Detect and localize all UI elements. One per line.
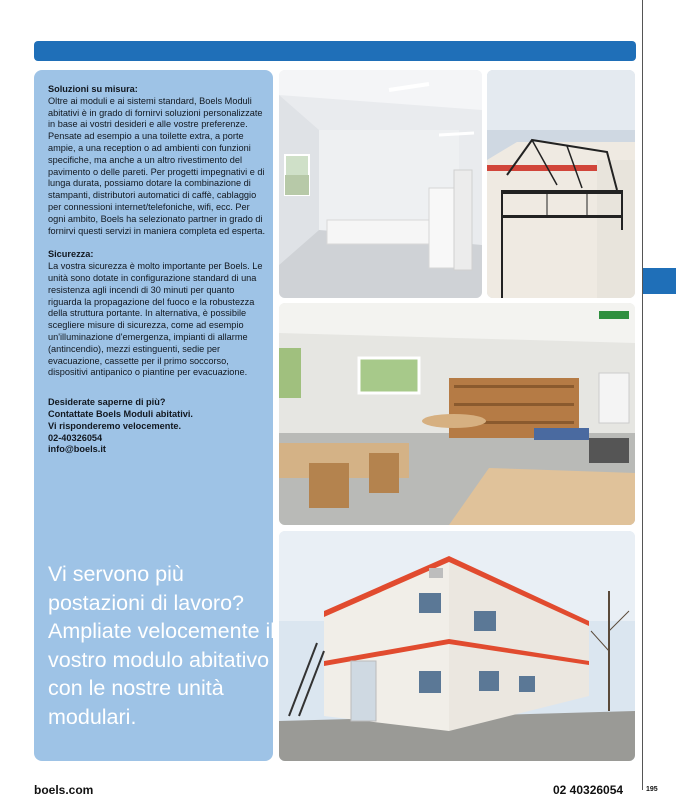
photo-stair-platform [487,70,635,298]
section-body-custom: Oltre ai moduli e ai sistemi standard, Boels Moduli abitativi è in grado di fornirvi soluzioni personalizzate in base ai vostri desideri e alle vostre preferenze. Pensate ad esempio a una toilette extra, a porte ampie, a una reception o ad ambienti con funzioni specifiche, ma anche a un altro rivestimento del pavimento o delle pareti. Per progetti impegnativi e di lunga durata, possiamo dotare la combinazione di stampanti, distributori automatici di caffè, cablaggio per connessioni internet/telefoniche, wifi, ecc. Per ogni ambito, Boels ha selezionato partner in grado di fornirvi questi servizi in maniera completa ed esperta. [48,95,266,236]
contact-line-2: Contattate Boels Moduli abitativi. [48,408,193,419]
contact-email[interactable]: info@boels.it [48,444,106,455]
contact-line-1: Desiderate saperne di più? [48,397,166,408]
info-text [48,84,266,456]
contact-line-3: Vi risponderemo velocemente. [48,420,182,431]
photo-modular-building [279,531,635,761]
section-title-custom: Soluzioni su misura: [48,84,138,94]
footer-phone: 02 40326054 [553,783,624,797]
footer-website[interactable]: boels.com [34,783,94,797]
photo-classroom [279,303,635,525]
page-number: 195 [646,786,658,793]
header-bar [34,41,636,61]
section-body-safety: La vostra sicurezza è molto importante per Boels. Le unità sono dotate in configurazione standard di una resistenza agli incendi di 30 minuti per quanto riguarda la propagazione del fuoco e la robustezza della struttura portante. In alternativa, è possibile scegliere misure di sicurezza, come ad esempio un'illuminazione d'emergenza, impianti di allarme (antincendio), mezzi estinguenti, sedie per evacuazione, cassette per il primo soccorso, dispositivi antipanico o piantine per evacuazione. [48,261,263,378]
contact-phone: 02-40326054 [48,432,103,443]
section-title-safety: Sicurezza: [48,249,94,260]
photo-interior-room [279,70,482,298]
section-tab [643,268,676,294]
slogan-text: Vi servono più postazioni di lavoro? Ampliate velocemente il vostro modulo abitativo con le nostre unità modulari. [48,562,276,729]
margin-rule [642,0,643,790]
